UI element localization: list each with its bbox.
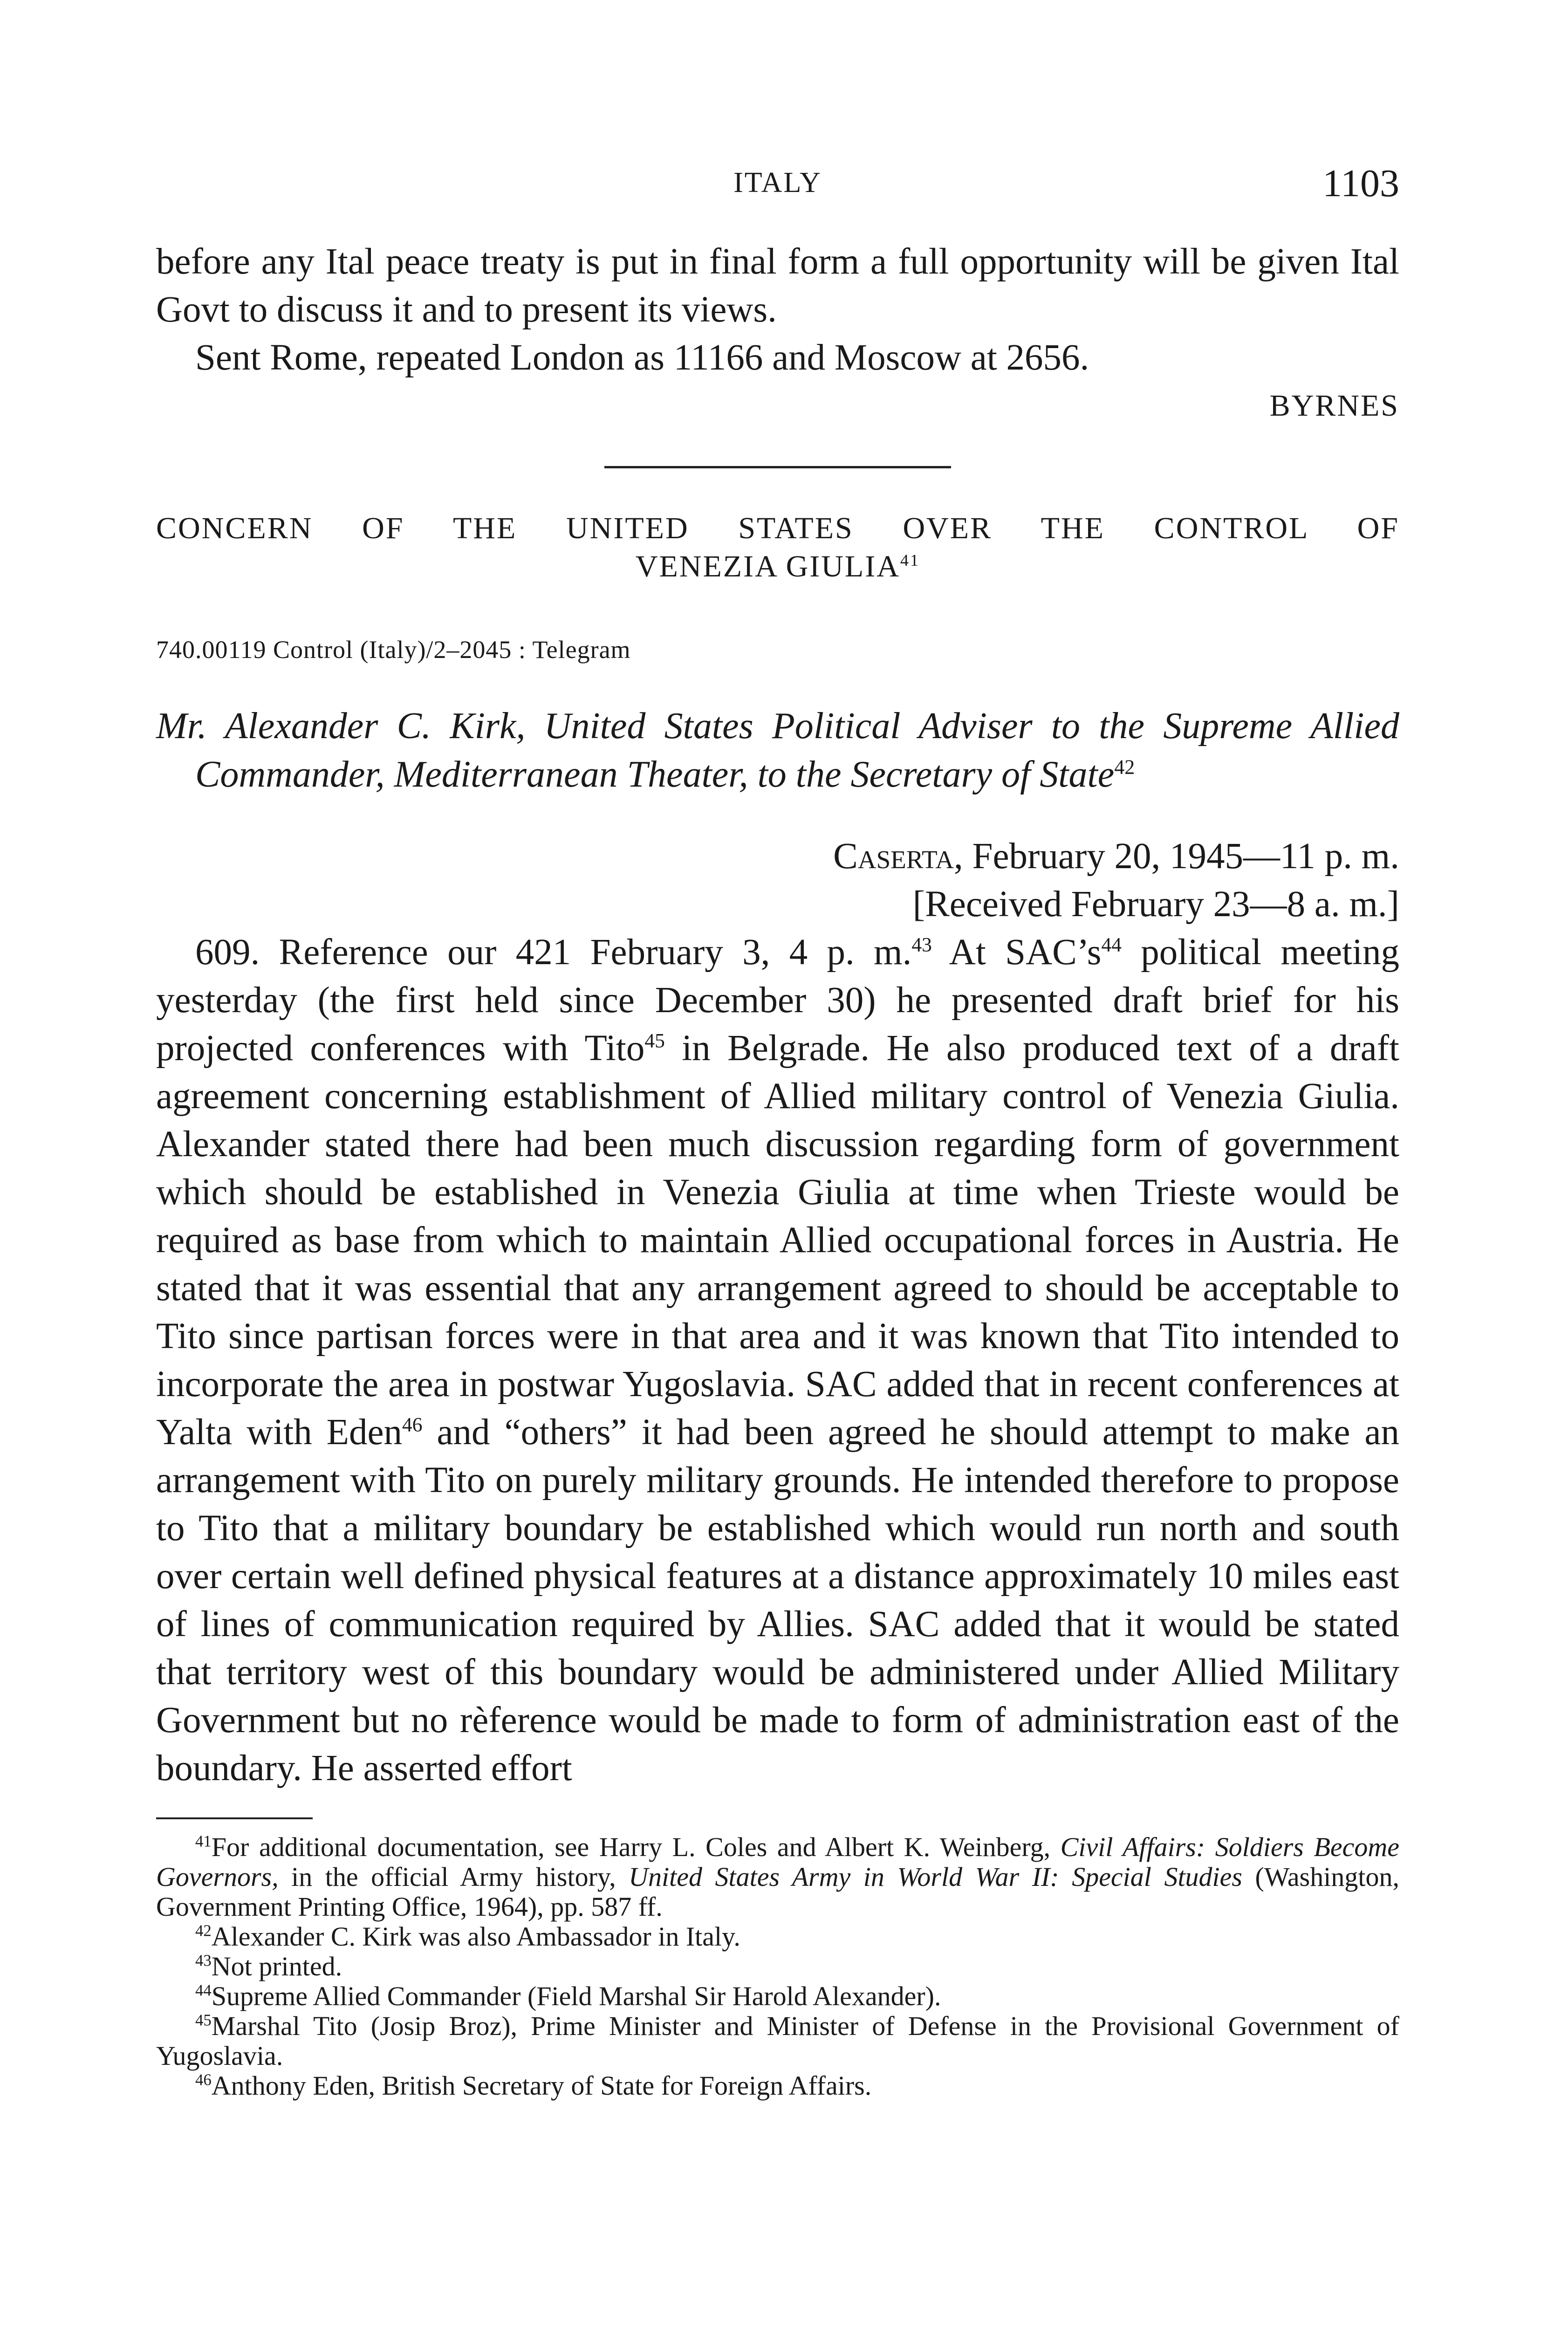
footnote-42	[156, 1922, 1399, 1952]
footnote-44	[156, 1981, 1399, 2011]
addressee-text: Mr. Alexander C. Kirk, United States Political Adviser to the Supreme Allied Commander, Mediterranean Theater, to the Secretary of State	[156, 706, 1399, 795]
dateline-date: , February 20, 1945—11 p. m.	[954, 836, 1399, 877]
footnote-ref-43: 43	[911, 933, 932, 956]
dateline-place: Caserta	[833, 836, 954, 877]
footnote-text: (Washington, Government Printing Office, 1964), pp. 587 ff.	[156, 1862, 1399, 1922]
footnote-number: 46	[195, 2070, 212, 2089]
footnote-46	[156, 2071, 1399, 2101]
footnote-text: Alexander C. Kirk was also Ambassador in Italy.	[211, 1921, 740, 1952]
para-start: 609. Reference our 421 February 3, 4 p. m.	[195, 932, 912, 973]
footnote-ref-42: 42	[1114, 755, 1135, 779]
footnote-number: 43	[195, 1951, 212, 1970]
footnote-41	[156, 1832, 1399, 1922]
footnote-ref-46: 46	[402, 1413, 423, 1436]
footnote-italic-title: Civil Affairs: Soldiers Become Governors,	[156, 1832, 1399, 1892]
footnote-ref-44: 44	[1101, 933, 1122, 956]
section-title-line2: VENEZIA GIULIA	[635, 549, 900, 583]
footnote-italic-title: United States Army in World War II: Special Studies	[629, 1862, 1242, 1892]
page-header	[156, 161, 1399, 203]
received-line: [Received February 23—8 a. m.]	[912, 884, 1399, 925]
footnote-ref-45: 45	[644, 1029, 665, 1052]
footnote-text: Supreme Allied Commander (Field Marshal Sir Harold Alexander).	[211, 1981, 941, 2011]
footnote-43	[156, 1952, 1399, 1981]
file-reference: 740.00119 Control (Italy)/2–2045 : Telegram	[156, 636, 631, 664]
main-content	[156, 238, 1399, 2101]
page-number: 1103	[1322, 162, 1399, 205]
running-head: ITALY	[733, 167, 822, 199]
footnote-text: Anthony Eden, British Secretary of State for Foreign Affairs.	[211, 2070, 872, 2101]
footnote-rule	[156, 1817, 313, 1819]
para-b: political meeting yesterday (the first held since December 30) he presented draft brief for his projected conferences with Tito	[156, 932, 1399, 1069]
continuation-paragraph: before any Ital peace treaty is put in final form a full opportunity will be given Ital Govt to discuss it and to present its views.	[156, 241, 1399, 330]
telegram-paragraph	[156, 928, 1399, 1792]
dateline	[156, 832, 1399, 880]
footnote-ref-41: 41	[900, 551, 920, 569]
footnote-45	[156, 2011, 1399, 2071]
footnote-text: Marshal Tito (Josip Broz), Prime Minister and Minister of Defense in the Provisional Government of Yugoslavia.	[156, 2011, 1399, 2071]
para-d: and “others” it had been agreed he should attempt to make an arrangement with Tito on purely military grounds. He intended therefore to propose to Tito that a military boundary be established which would run north and south over certain well defined physical features at a distance approximately 10 miles east of lines of communication required by Allies. SAC added that it would be stated that territory west of this boundary would be administered under Allied Military Government but no rèference would be made to form of administration east of the boundary. He asserted effort	[156, 1412, 1399, 1789]
footnotes	[156, 1832, 1399, 2101]
footnote-number: 42	[195, 1921, 212, 1940]
section-title-line1: CONCERN OF THE UNITED STATES OVER THE CONTROL OF	[156, 511, 1399, 545]
footnote-text: For additional documentation, see Harry L. Coles and Albert K. Weinberg,	[211, 1832, 1061, 1862]
section-title	[156, 509, 1399, 586]
sent-line: Sent Rome, repeated London as 11166 and Moscow at 2656.	[195, 337, 1089, 378]
para-c: in Belgrade. He also produced text of a draft agreement concerning establishment of Allied military control of Venezia Giulia. Alexander stated there had been much discussion regarding form of government which should be established in Venezia Giulia at time when Trieste would be required as base from which to maintain Allied occupational forces in Austria. He stated that it was essential that any arrangement agreed to should be acceptable to Tito since partisan forces were in that area and it was known that Tito intended to incorporate the area in postwar Yugoslavia. SAC added that in recent conferences at Yalta with Eden	[156, 1028, 1399, 1453]
footnote-text: Not printed.	[211, 1951, 342, 1981]
section-divider	[604, 466, 951, 468]
footnote-number: 44	[195, 1981, 212, 2000]
addressee-heading	[156, 702, 1399, 799]
footnote-number: 41	[195, 1832, 212, 1850]
footnote-number: 45	[195, 2011, 212, 2029]
para-a: At SAC’s	[931, 932, 1102, 973]
footnote-text: in the official Army history,	[278, 1862, 629, 1892]
signature-byrnes: BYRNES	[1269, 389, 1399, 423]
